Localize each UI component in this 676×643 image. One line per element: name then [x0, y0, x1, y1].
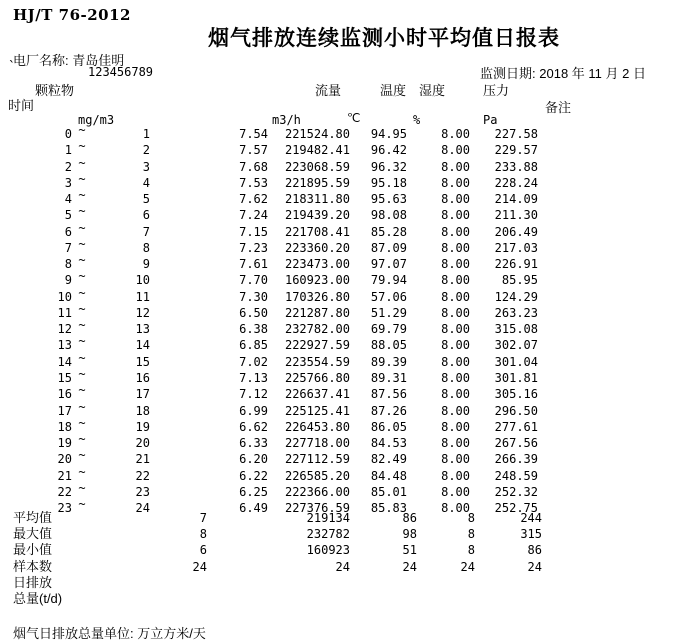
tilde-separator: ~: [78, 415, 86, 430]
summary-dust-value: 24: [192, 559, 207, 574]
hour-end-value: 2: [142, 143, 150, 158]
hour-end-value: 3: [142, 159, 150, 174]
dust-value: 7.15: [239, 224, 268, 239]
plant-code: 123456789: [88, 65, 154, 79]
tilde-separator: ~: [78, 253, 86, 268]
hour-start-value: 10: [57, 289, 72, 304]
summary-flow-value: 24: [335, 559, 350, 574]
hour-end-value: 15: [135, 354, 150, 369]
dust-value: 6.33: [239, 436, 268, 451]
flow-value: 170326.80: [284, 289, 350, 304]
summary-row: [13, 591, 542, 607]
column-header-flow: 流量: [315, 83, 342, 98]
summary-temp-value: 86: [402, 511, 417, 525]
tilde-separator: ~: [78, 432, 86, 447]
flow-value: 221708.41: [284, 224, 350, 239]
temp-value: 98.08: [370, 208, 407, 223]
temp-value: 97.07: [370, 257, 407, 272]
tilde-separator: ~: [78, 464, 86, 479]
flow-value: 223554.59: [284, 354, 350, 369]
tilde-separator: ~: [78, 448, 86, 463]
hour-end-value: 6: [142, 208, 150, 223]
dust-value: 7.13: [239, 370, 268, 385]
tilde-separator: ~: [78, 269, 86, 284]
flow-value: 219482.41: [284, 143, 350, 158]
hour-start-value: 20: [57, 452, 72, 467]
column-header-dust: 颗粒物: [35, 83, 75, 98]
summary-dust-value: [113, 591, 207, 607]
summary-row: [13, 575, 542, 591]
summary-row: [13, 526, 542, 542]
temp-value: 79.94: [370, 273, 407, 288]
pressure-value: 301.04: [494, 354, 538, 369]
humidity-value: 8.00: [441, 484, 470, 499]
hour-end-value: 7: [142, 224, 150, 239]
hour-start-value: 17: [57, 403, 72, 418]
dust-value: 7.68: [239, 159, 268, 174]
flow-value: 226453.80: [284, 419, 350, 434]
summary-humidity-value: 8: [467, 543, 475, 558]
flow-value: 221895.59: [284, 175, 350, 190]
pressure-value: 217.03: [494, 240, 538, 255]
temp-value: 87.09: [370, 240, 407, 255]
summary-dust-value: 8: [199, 527, 207, 542]
unit-temp: ℃: [347, 111, 361, 125]
flow-value: 219439.20: [284, 208, 350, 223]
flow-value: 227718.00: [284, 436, 350, 451]
humidity-value: 8.00: [441, 338, 470, 353]
tilde-separator: ~: [78, 318, 86, 333]
pressure-value: 85.95: [501, 273, 538, 288]
summary-flow-value: 160923: [306, 543, 350, 558]
hour-start-value: 22: [57, 484, 72, 499]
pressure-value: 214.09: [494, 192, 538, 207]
flow-value: 226585.20: [284, 468, 350, 483]
summary-label: 总量(t/d): [13, 590, 63, 606]
pressure-value: 305.16: [494, 387, 538, 402]
summary-dust-value: 7: [199, 511, 207, 525]
humidity-value: 8.00: [441, 127, 470, 141]
hour-end-value: 17: [135, 387, 150, 402]
pressure-value: 206.49: [494, 224, 538, 239]
summary-pressure-value: 244: [520, 511, 542, 525]
dust-value: 7.23: [239, 240, 268, 255]
hour-end-value: 10: [135, 273, 150, 288]
summary-temp-value: 98: [402, 527, 417, 542]
hour-end-value: 20: [135, 436, 150, 451]
summary-pressure-value: [475, 575, 542, 591]
unit-pressure: Pa: [483, 113, 498, 127]
temp-value: 96.42: [370, 143, 407, 158]
summary-humidity-value: 24: [460, 559, 475, 574]
humidity-value: 8.00: [441, 305, 470, 320]
column-header-remark: 备注: [545, 100, 572, 115]
monitor-date-label: 监测日期:: [480, 66, 536, 81]
tilde-separator: ~: [78, 399, 86, 414]
plant-name-value: 青岛佳明: [72, 53, 125, 68]
dust-value: 7.57: [239, 143, 268, 158]
temp-value: 89.39: [370, 354, 407, 369]
tilde-separator: ~: [78, 123, 86, 137]
temp-value: 84.53: [370, 436, 407, 451]
summary-temp-value: 24: [402, 559, 417, 574]
temp-value: 87.26: [370, 403, 407, 418]
hour-end-value: 24: [135, 501, 150, 516]
temp-value: 94.95: [370, 127, 407, 141]
flow-value: 225766.80: [284, 370, 350, 385]
pressure-value: 277.61: [494, 419, 538, 434]
tilde-separator: ~: [78, 236, 86, 251]
hour-start-value: 3: [64, 175, 72, 190]
temp-value: 86.05: [370, 419, 407, 434]
dust-value: 6.99: [239, 403, 268, 418]
column-header-time: 时间: [8, 98, 35, 113]
humidity-value: 8.00: [441, 143, 470, 158]
hour-start-value: 1: [64, 143, 72, 158]
tilde-separator: ~: [78, 139, 86, 154]
hour-start-value: 15: [57, 370, 72, 385]
summary-row: [13, 510, 542, 526]
dust-value: 7.62: [239, 192, 268, 207]
monitor-date-value: 2018 年 11 月 2 日: [539, 66, 646, 81]
dust-value: 6.50: [239, 305, 268, 320]
dust-value: 7.02: [239, 354, 268, 369]
hour-start-value: 7: [64, 240, 72, 255]
hour-end-value: 22: [135, 468, 150, 483]
humidity-value: 8.00: [441, 159, 470, 174]
flow-value: 227376.59: [284, 501, 350, 516]
hour-end-value: 1: [142, 127, 150, 141]
tilde-separator: ~: [78, 155, 86, 170]
summary-label: 样本数: [13, 558, 53, 574]
temp-value: 85.83: [370, 501, 407, 516]
hour-start-value: 23: [57, 501, 72, 516]
tilde-separator: ~: [78, 171, 86, 186]
tilde-separator: ~: [78, 285, 86, 300]
summary-temp-value: [350, 575, 417, 591]
tilde-separator: ~: [78, 188, 86, 203]
column-header-pressure: 压力: [483, 83, 510, 98]
flow-value: 227112.59: [284, 452, 350, 467]
pressure-value: 248.59: [494, 468, 538, 483]
humidity-value: 8.00: [441, 370, 470, 385]
pressure-value: 124.29: [494, 289, 538, 304]
temp-value: 85.28: [370, 224, 407, 239]
tilde-separator: ~: [78, 334, 86, 349]
hour-end-value: 21: [135, 452, 150, 467]
hour-end-value: 16: [135, 370, 150, 385]
hour-end-value: 12: [135, 305, 150, 320]
hour-end-value: 11: [135, 289, 150, 304]
humidity-value: 8.00: [441, 208, 470, 223]
temp-value: 88.05: [370, 338, 407, 353]
summary-label: 平均值: [13, 510, 53, 525]
hour-start-value: 14: [57, 354, 72, 369]
humidity-value: 8.00: [441, 403, 470, 418]
hour-start-value: 12: [57, 322, 72, 337]
flow-value: 223360.20: [284, 240, 350, 255]
pressure-value: 252.75: [494, 501, 538, 516]
temp-value: 51.29: [370, 305, 407, 320]
flow-value: 221287.80: [284, 305, 350, 320]
humidity-value: 8.00: [441, 419, 470, 434]
humidity-value: 8.00: [441, 322, 470, 337]
summary-label: 最小值: [13, 542, 53, 558]
summary-humidity-value: 8: [467, 527, 475, 542]
summary-pressure-value: 24: [527, 559, 542, 574]
dust-value: 6.62: [239, 419, 268, 434]
tilde-separator: ~: [78, 383, 86, 398]
temp-value: 84.48: [370, 468, 407, 483]
temp-value: 95.63: [370, 192, 407, 207]
dust-value: 7.61: [239, 257, 268, 272]
summary-row: [13, 559, 542, 575]
flow-value: 160923.00: [284, 273, 350, 288]
hour-start-value: 9: [64, 273, 72, 288]
tilde-separator: ~: [78, 350, 86, 365]
hourly-rows: [0, 123, 538, 516]
hour-end-value: 18: [135, 403, 150, 418]
dust-value: 6.20: [239, 452, 268, 467]
hour-start-value: 5: [64, 208, 72, 223]
hour-end-value: 5: [142, 192, 150, 207]
humidity-value: 8.00: [441, 257, 470, 272]
flow-value: 226637.41: [284, 387, 350, 402]
pressure-value: 252.32: [494, 484, 538, 499]
unit-flow: m3/h: [272, 113, 301, 127]
tick-mark: `: [8, 60, 16, 75]
humidity-value: 8.00: [441, 452, 470, 467]
hour-end-value: 19: [135, 419, 150, 434]
hour-end-value: 14: [135, 338, 150, 353]
report-title: 烟气排放连续监测小时平均值日报表: [208, 27, 560, 50]
temp-value: 57.06: [370, 289, 407, 304]
temp-value: 95.18: [370, 175, 407, 190]
hour-end-value: 13: [135, 322, 150, 337]
footer-note: 烟气日排放总量单位: 万立方米/天: [13, 626, 206, 641]
pressure-value: 267.56: [494, 436, 538, 451]
hour-start-value: 21: [57, 468, 72, 483]
pressure-value: 211.30: [494, 208, 538, 223]
hour-start-value: 0: [64, 127, 72, 141]
humidity-value: 8.00: [441, 468, 470, 483]
hour-end-value: 8: [142, 240, 150, 255]
dust-value: 6.38: [239, 322, 268, 337]
humidity-value: 8.00: [441, 224, 470, 239]
flow-value: 222366.00: [284, 484, 350, 499]
dust-value: 7.53: [239, 175, 268, 190]
pressure-value: 302.07: [494, 338, 538, 353]
dust-value: 7.70: [239, 273, 268, 288]
humidity-value: 8.00: [441, 192, 470, 207]
summary-rows: [13, 510, 542, 607]
hour-end-value: 9: [142, 257, 150, 272]
summary-label: 日排放: [13, 574, 53, 590]
pressure-value: 266.39: [494, 452, 538, 467]
flow-value: 223473.00: [284, 257, 350, 272]
dust-value: 6.85: [239, 338, 268, 353]
summary-pressure-value: 86: [527, 543, 542, 558]
hour-start-value: 19: [57, 436, 72, 451]
temp-value: 82.49: [370, 452, 407, 467]
flow-value: 222927.59: [284, 338, 350, 353]
summary-humidity-value: 8: [467, 511, 475, 525]
pressure-value: 226.91: [494, 257, 538, 272]
pressure-value: 227.58: [494, 127, 538, 141]
temp-value: 85.01: [370, 484, 407, 499]
humidity-value: 8.00: [441, 289, 470, 304]
humidity-value: 8.00: [441, 501, 470, 516]
tilde-separator: ~: [78, 220, 86, 235]
flow-value: 223068.59: [284, 159, 350, 174]
hour-start-value: 18: [57, 419, 72, 434]
pressure-value: 263.23: [494, 305, 538, 320]
dust-value: 6.25: [239, 484, 268, 499]
pressure-value: 315.08: [494, 322, 538, 337]
dust-value: 7.12: [239, 387, 268, 402]
temp-value: 69.79: [370, 322, 407, 337]
summary-temp-value: 51: [402, 543, 417, 558]
summary-row: [13, 542, 542, 558]
tilde-separator: ~: [78, 366, 86, 381]
humidity-value: 8.00: [441, 273, 470, 288]
pressure-value: 229.57: [494, 143, 538, 158]
summary-flow-value: 219134: [306, 511, 350, 525]
summary-pressure-value: 315: [520, 527, 542, 542]
dust-value: 7.24: [239, 208, 268, 223]
flow-value: 218311.80: [284, 192, 350, 207]
hour-end-value: 4: [142, 175, 150, 190]
summary-label: 最大值: [13, 526, 53, 542]
column-header-temp: 温度: [380, 83, 407, 98]
tilde-separator: ~: [78, 480, 86, 495]
temp-value: 96.32: [370, 159, 407, 174]
humidity-value: 8.00: [441, 175, 470, 190]
standard-code: HJ/T 76-2012: [13, 6, 131, 24]
dust-value: 7.54: [239, 127, 268, 141]
temp-value: 89.31: [370, 370, 407, 385]
hour-start-value: 2: [64, 159, 72, 174]
pressure-value: 233.88: [494, 159, 538, 174]
hour-start-value: 6: [64, 224, 72, 239]
hour-start-value: 11: [57, 305, 72, 320]
hour-start-value: 13: [57, 338, 72, 353]
summary-temp-value: [350, 591, 417, 607]
hour-start-value: 16: [57, 387, 72, 402]
dust-value: 7.30: [239, 289, 268, 304]
tilde-separator: ~: [78, 204, 86, 219]
summary-flow-value: 232782: [306, 527, 350, 542]
flow-value: 221524.80: [284, 127, 350, 141]
hour-start-value: 8: [64, 257, 72, 272]
dust-value: 6.22: [239, 468, 268, 483]
dust-value: 6.49: [239, 501, 268, 516]
summary-flow-value: [207, 591, 350, 607]
summary-pressure-value: [475, 591, 542, 607]
summary-dust-value: 6: [199, 543, 207, 558]
column-header-humidity: 湿度: [419, 83, 446, 98]
humidity-value: 8.00: [441, 387, 470, 402]
humidity-value: 8.00: [441, 436, 470, 451]
tilde-separator: ~: [78, 497, 86, 512]
hour-start-value: 4: [64, 192, 72, 207]
pressure-value: 228.24: [494, 175, 538, 190]
humidity-value: 8.00: [441, 240, 470, 255]
plant-name-label: 电厂名称:: [13, 53, 69, 68]
tilde-separator: ~: [78, 301, 86, 316]
temp-value: 87.56: [370, 387, 407, 402]
hour-end-value: 23: [135, 484, 150, 499]
summary-humidity-value: [417, 575, 475, 591]
unit-dust: mg/m3: [78, 113, 115, 127]
unit-humidity: %: [413, 113, 421, 127]
pressure-value: 296.50: [494, 403, 538, 418]
flow-value: 232782.00: [284, 322, 350, 337]
flow-value: 225125.41: [284, 403, 350, 418]
humidity-value: 8.00: [441, 354, 470, 369]
summary-dust-value: [113, 575, 207, 591]
pressure-value: 301.81: [494, 370, 538, 385]
summary-humidity-value: [417, 591, 475, 607]
summary-flow-value: [207, 575, 350, 591]
